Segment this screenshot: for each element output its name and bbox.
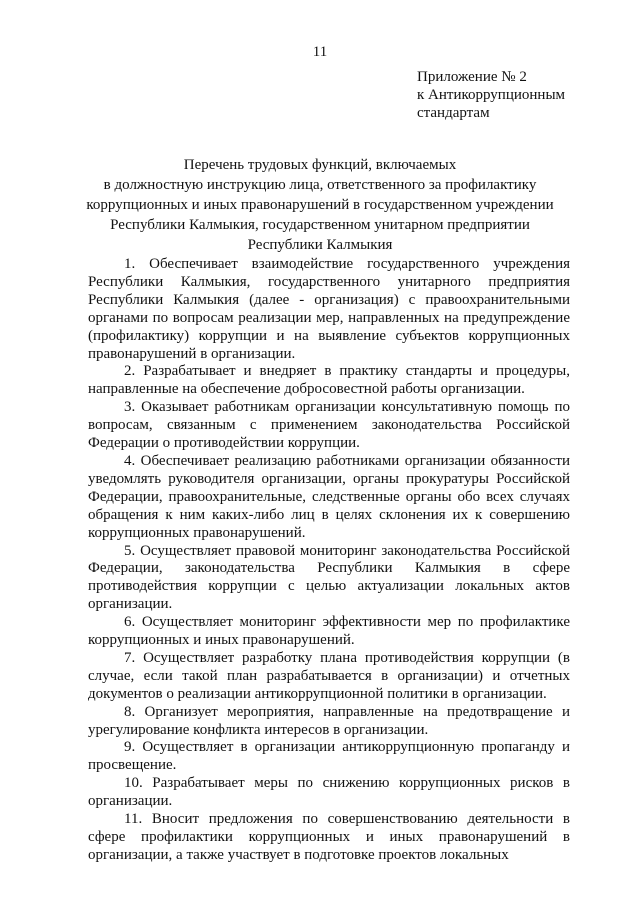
list-item: 5. Осуществляет правовой мониторинг законодательства Российской Федерации, законодательства Республики Калмыкия в сфере противодействия коррупции с целью актуализации локальных актов организации. xyxy=(88,542,570,613)
list-item: 11. Вносит предложения по совершенствованию деятельности в сфере профилактики коррупционных и иных правонарушений в организации, а также участвует в подготовке проектов локальных xyxy=(88,811,570,863)
title-line: коррупционных и иных правонарушений в государственном учреждении xyxy=(86,197,554,213)
list-item: 3. Оказывает работникам организации консультативную помощь по вопросам, связанным с применением законодательства Российской Федерации о противодействии коррупции. xyxy=(88,399,570,452)
list-item: 6. Осуществляет мониторинг эффективности мер по профилактике коррупционных и иных правонарушений. xyxy=(88,614,570,649)
appendix-line: Приложение № 2 xyxy=(417,69,527,85)
list-item: 9. Осуществляет в организации антикоррупционную пропаганду и просвещение. xyxy=(88,739,570,774)
functions-list xyxy=(88,256,570,865)
title-line: Республики Калмыкия xyxy=(247,237,393,253)
appendix-line: стандартам xyxy=(417,105,490,121)
title-line: Республики Калмыкия, государственном унитарном предприятии xyxy=(110,217,530,233)
list-item: 4. Обеспечивает реализацию работниками организации обязанности уведомлять руководителя организации, органы прокуратуры Российской Федерации, правоохранительные, следственные органы обо всех случаях обращения к ним каких-либо лиц в целях склонения их к совершению коррупционных правонарушений. xyxy=(88,452,570,541)
list-item: 7. Осуществляет разработку плана противодействия коррупции (в случае, если такой план разрабатывается в организации) и отчетных документов о реализации антикоррупционной политики в организации. xyxy=(88,649,570,702)
page-number: 11 xyxy=(312,44,328,60)
list-item: 1. Обеспечивает взаимодействие государственного учреждения Республики Калмыкия, государственного унитарного предприятия Республики Калмыкия (далее - организация) с правоохранительными органами по вопросам реализации мер, направленных на предупреждение (профилактику) коррупции и на выявление субъектов коррупционных правонарушений в организации. xyxy=(88,256,570,362)
list-item: 2. Разрабатывает и внедряет в практику стандарты и процедуры, направленные на обеспечение добросовестной работы организации. xyxy=(88,363,570,398)
appendix-header xyxy=(417,68,565,122)
list-item: 10. Разрабатывает меры по снижению коррупционных рисков в организации. xyxy=(88,775,570,810)
appendix-line: к Антикоррупционным xyxy=(417,87,566,103)
document-title xyxy=(60,155,580,255)
title-line: в должностную инструкцию лица, ответственного за профилактику xyxy=(103,177,537,193)
list-item: 8. Организует мероприятия, направленные на предотвращение и урегулирование конфликта интересов в организации. xyxy=(88,703,570,738)
title-line: Перечень трудовых функций, включаемых xyxy=(183,157,457,173)
